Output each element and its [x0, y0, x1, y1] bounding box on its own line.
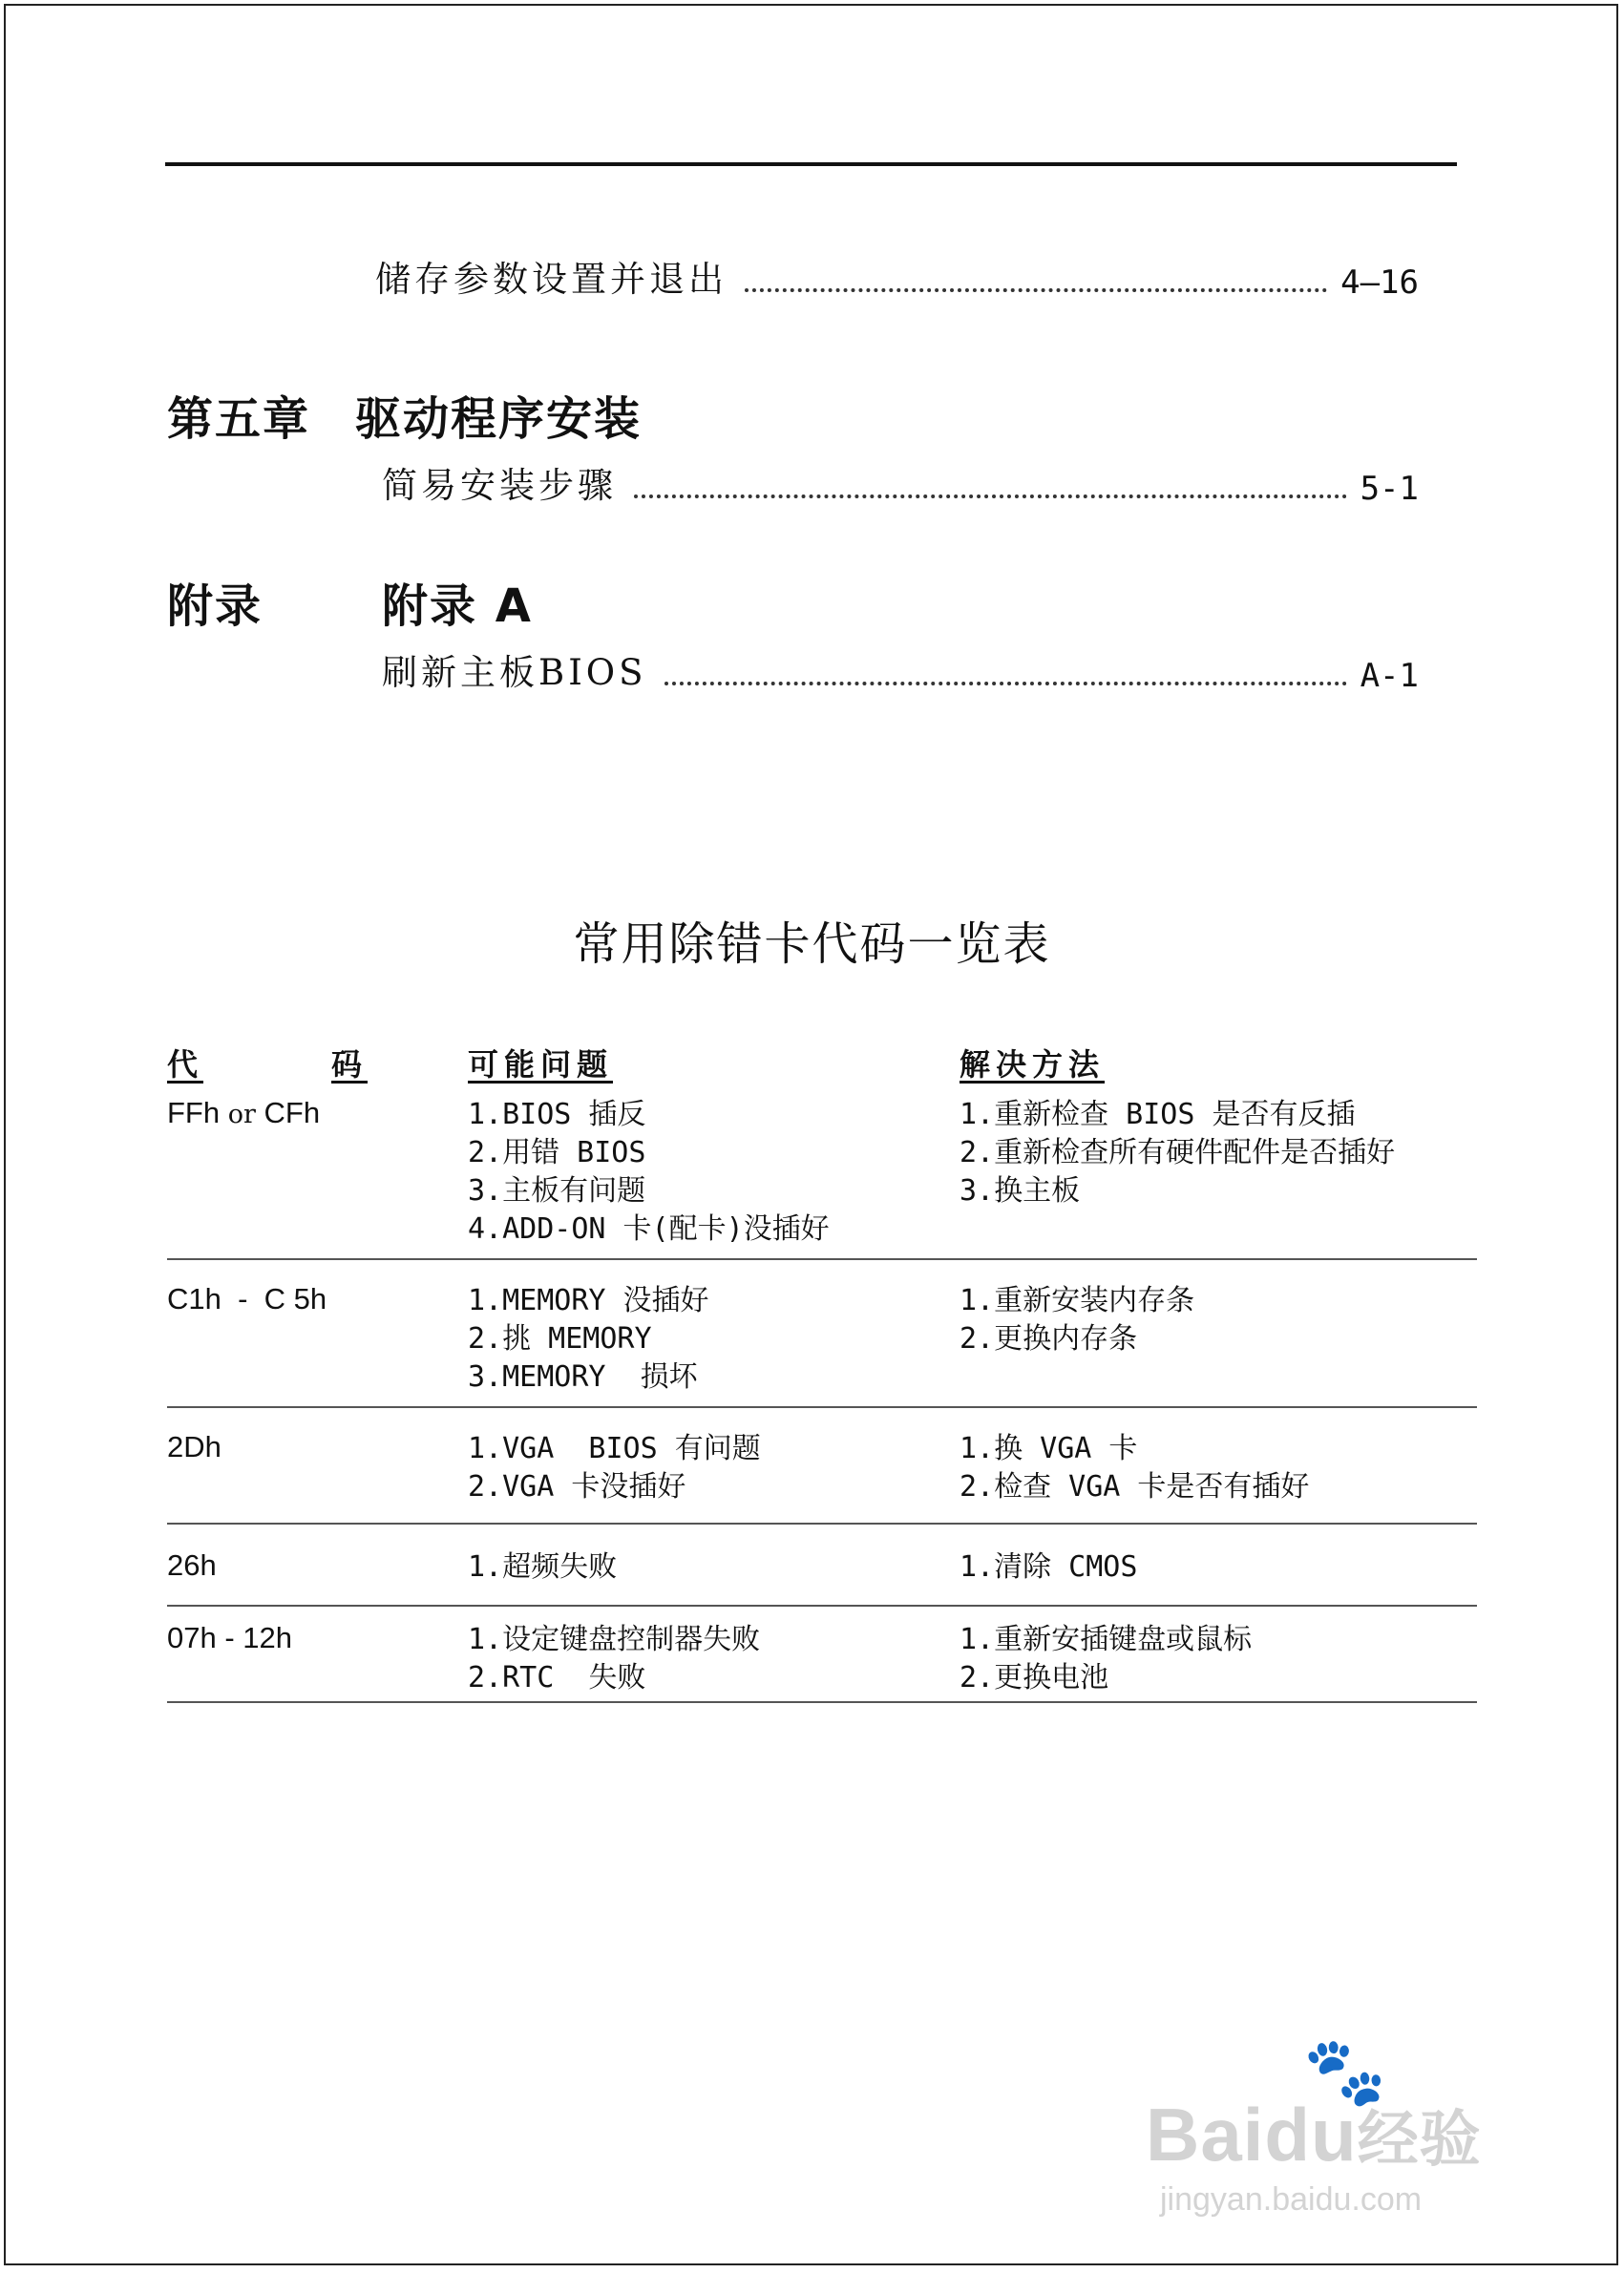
row-code: 2Dh: [167, 1430, 221, 1463]
problem-item: 1.BIOS 插反: [468, 1098, 646, 1131]
row-problems: [468, 1548, 617, 1587]
row-code: 07h - 12h: [167, 1621, 292, 1654]
problem-item: 3.MEMORY 损坏: [468, 1360, 698, 1394]
toc-entry-title: 储存参数设置并退出: [375, 259, 728, 300]
problem-item: 1.设定键盘控制器失败: [468, 1623, 761, 1656]
solution-item: 3.换主板: [960, 1174, 1081, 1208]
row-problems: [468, 1096, 830, 1249]
header-problems: 可能问题: [468, 1046, 614, 1083]
problem-item: 3.主板有问题: [468, 1174, 646, 1208]
row-code: C1h - C 5h: [167, 1282, 327, 1315]
row-divider: [167, 1406, 1477, 1408]
solution-item: 1.重新安装内存条: [960, 1284, 1195, 1317]
solution-item: 2.重新检查所有硬件配件是否插好: [960, 1136, 1396, 1169]
toc-entry-title: 刷新主板BIOS: [382, 652, 647, 693]
toc-entry-install[interactable]: [382, 456, 1419, 508]
paw-icon: 🐾: [1303, 2032, 1387, 2111]
row-problems: [468, 1430, 761, 1506]
table-title: 常用除错卡代码一览表: [573, 917, 1051, 971]
row-solutions: [960, 1430, 1309, 1506]
toc-entry-page: 5-1: [1360, 470, 1419, 508]
solution-item: 2.更换电池: [960, 1661, 1109, 1694]
solution-item: 1.重新安插键盘或鼠标: [960, 1623, 1253, 1656]
header-solutions: 解决方法: [960, 1046, 1106, 1083]
row-divider: [167, 1258, 1477, 1260]
problem-item: 2.RTC 失败: [468, 1661, 646, 1694]
solution-item: 1.换 VGA 卡: [960, 1432, 1138, 1465]
toc-entry-title: 简易安装步骤: [382, 465, 617, 506]
dot-leader: [634, 495, 1347, 498]
problem-item: 2.挑 MEMORY: [468, 1322, 652, 1356]
chapter-5-label: 第五章: [167, 392, 311, 446]
row-code: 26h: [167, 1548, 217, 1582]
watermark-url: jingyan.baidu.com: [1160, 2181, 1423, 2218]
solution-item: 2.更换内存条: [960, 1322, 1138, 1356]
problem-item: 4.ADD-ON 卡(配卡)没插好: [468, 1212, 830, 1246]
row-code: FFh or CFh: [167, 1096, 321, 1129]
row-divider: [167, 1605, 1477, 1607]
header-rule: [165, 162, 1457, 166]
problem-item: 2.VGA 卡没插好: [468, 1470, 686, 1504]
baidu-jingyan-watermark: [1146, 2032, 1556, 2218]
solution-item: 1.重新检查 BIOS 是否有反插: [960, 1098, 1356, 1131]
row-solutions: [960, 1282, 1194, 1358]
watermark-logo: Baidu经验: [1146, 2093, 1482, 2177]
header-code-right: 码: [330, 1046, 368, 1083]
row-solutions: [960, 1096, 1395, 1210]
row-solutions: [960, 1621, 1252, 1697]
row-divider: [167, 1523, 1477, 1525]
toc-entry-page: 4—16: [1340, 263, 1419, 302]
dot-leader: [745, 288, 1327, 292]
chapter-5-title: 驱动程序安装: [355, 392, 643, 446]
problem-item: 2.用错 BIOS: [468, 1136, 646, 1169]
header-code: [167, 1041, 368, 1084]
row-solutions: [960, 1548, 1137, 1587]
appendix-label: 附录: [167, 579, 264, 633]
problem-item: 1.MEMORY 没插好: [468, 1284, 709, 1317]
row-problems: [468, 1282, 709, 1397]
problem-item: 1.VGA BIOS 有问题: [468, 1432, 761, 1465]
toc-entry-save-exit[interactable]: [375, 250, 1419, 302]
problem-item: 1.超频失败: [468, 1550, 618, 1584]
toc-entry-bios[interactable]: [382, 643, 1419, 695]
solution-item: 1.清除 CMOS: [960, 1550, 1138, 1584]
solution-item: 2.检查 VGA 卡是否有插好: [960, 1470, 1310, 1504]
toc-entry-page: A-1: [1360, 657, 1419, 695]
appendix-title: 附录 A: [382, 579, 533, 633]
row-divider: [167, 1701, 1477, 1703]
row-problems: [468, 1621, 760, 1697]
header-code-left: 代: [167, 1046, 204, 1083]
dot-leader: [664, 682, 1347, 685]
